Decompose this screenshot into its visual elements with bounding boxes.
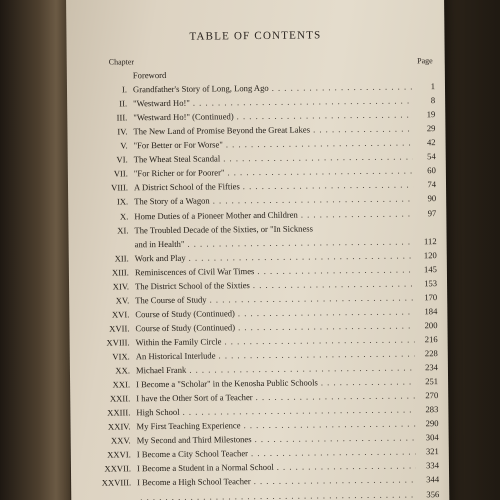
chapter-number: VIII.	[111, 182, 129, 193]
toc-entry	[83, 123, 435, 138]
leader-dots	[313, 124, 412, 135]
chapter-title: The Story of a Wagon	[134, 195, 210, 207]
chapter-number: XXVI.	[107, 449, 131, 460]
toc-entry	[87, 475, 439, 490]
toc-entry	[84, 208, 436, 223]
chapter-number: VII.	[113, 168, 128, 179]
toc-entry	[86, 390, 438, 405]
toc-entry	[86, 334, 438, 349]
chapter-title: "Westward Ho!" (Continued)	[133, 111, 234, 123]
toc-entry	[87, 489, 439, 500]
leader-dots	[183, 405, 416, 417]
chapter-title: I Become a Student in a Normal School	[136, 462, 274, 474]
page-number: 97	[427, 207, 437, 218]
leader-dots	[257, 264, 414, 276]
chapter-number: I.	[121, 84, 128, 95]
toc-entry	[84, 165, 436, 180]
page-number: 321	[425, 446, 439, 457]
page-number: 8	[430, 95, 436, 106]
chapter-title: Foreword	[132, 69, 167, 81]
chapter-title: My First Teaching Experience	[136, 420, 241, 432]
leader-dots	[238, 320, 415, 332]
chapter-title: Reminiscences of Civil War Times	[134, 265, 255, 277]
chapter-title: Within the Family Circle	[135, 336, 222, 348]
chapter-number: XII.	[114, 252, 129, 264]
page-number: 304	[425, 432, 439, 443]
chapter-title: My Second and Third Milestones	[136, 434, 252, 446]
toc-entry	[84, 222, 436, 237]
leader-dots	[226, 138, 413, 150]
toc-entry	[85, 264, 437, 279]
page-number: 200	[424, 320, 438, 331]
chapter-title: I have the Other Sort of a Teacher	[136, 392, 253, 404]
chapter-number: XIV.	[112, 281, 130, 292]
toc-entry	[85, 250, 437, 265]
chapter-title: Course of Study (Continued)	[135, 322, 236, 334]
chapter-number: XXIII.	[107, 407, 131, 418]
toc-entry	[87, 461, 439, 476]
toc-entry	[86, 362, 438, 377]
chapter-number: VI.	[116, 154, 128, 165]
chapter-title: "Westward Ho!"	[133, 97, 190, 109]
leader-dots	[253, 278, 414, 290]
chapter-title: The District School of the Sixties	[135, 279, 250, 292]
toc-entry	[83, 95, 435, 110]
chapter-title: The Troubled Decade of the Sixties, or "In Sickness	[134, 222, 313, 235]
page-number: 228	[424, 348, 438, 359]
page-number: 1	[430, 81, 436, 92]
chapter-title: "For Better or For Worse"	[133, 139, 223, 151]
leader-dots	[189, 362, 415, 374]
toc-entry	[87, 446, 439, 461]
page-number: 216	[424, 334, 438, 345]
chapter-number: XXV.	[110, 435, 131, 446]
chapter-title: I Become a City School Teacher	[136, 448, 249, 460]
page-number: 270	[425, 390, 439, 401]
page-number: 60	[427, 165, 436, 176]
page-number: 344	[426, 474, 440, 485]
chapter-number	[83, 78, 133, 79]
toc-entry	[84, 137, 436, 152]
page-number: 290	[425, 418, 439, 429]
leader-dots	[227, 166, 413, 178]
chapter-title: The Course of Study	[135, 294, 207, 306]
leader-dots	[255, 433, 416, 445]
chapter-number: XXVIII.	[101, 477, 132, 489]
chapter-number: III.	[116, 112, 128, 123]
page-title: TABLE OF CONTENTS	[189, 29, 322, 43]
toc-entry	[84, 180, 436, 195]
chapter-title: The New Land of Promise Beyond the Great Lakes	[133, 124, 311, 137]
leader-dots	[210, 292, 415, 304]
leader-dots	[272, 81, 412, 92]
toc-entry	[87, 432, 439, 447]
toc-entry	[86, 376, 438, 391]
leader-dots	[321, 376, 415, 387]
chapter-number: V.	[120, 140, 128, 151]
chapter-number: XVII.	[109, 323, 130, 334]
page-number: 19	[426, 109, 436, 120]
page-number: 170	[424, 291, 438, 303]
chapter-title: A District School of the Fifties	[133, 181, 240, 193]
toc-entry	[86, 418, 438, 433]
toc-entry	[85, 236, 437, 251]
toc-entry	[83, 67, 435, 82]
leader-dots	[189, 250, 414, 262]
leader-dots	[254, 475, 417, 487]
page-column-label: Page	[417, 56, 433, 66]
leader-dots	[187, 236, 413, 248]
page-number: 54	[427, 151, 436, 162]
toc-entry	[85, 320, 437, 335]
book-spine	[0, 0, 70, 500]
leader-dots	[224, 334, 414, 346]
toc-entry	[84, 194, 436, 209]
leader-dots	[140, 489, 416, 500]
leader-dots	[256, 391, 416, 403]
chapter-number: XVIII.	[106, 337, 130, 348]
chapter-number: XV.	[115, 295, 130, 306]
leader-dots	[243, 180, 413, 192]
chapter-title: High School	[136, 407, 180, 418]
leader-dots	[301, 208, 414, 219]
chapter-number	[85, 247, 135, 248]
chapter-number: XIII.	[111, 267, 129, 278]
toc-entry	[85, 292, 437, 307]
chapter-number: XXVII.	[104, 463, 132, 475]
leader-dots	[218, 348, 414, 360]
page-number: 90	[427, 193, 437, 204]
page-number: 29	[426, 123, 436, 134]
leader-dots	[238, 306, 415, 318]
chapter-title: "For Richer or for Poorer"	[133, 167, 225, 179]
chapter-title: and in Health"	[134, 238, 185, 249]
page-number: 120	[423, 249, 437, 260]
page-number: 42	[426, 137, 436, 148]
page-number: 145	[423, 263, 437, 274]
leader-dots	[223, 152, 413, 164]
leader-dots	[277, 461, 416, 472]
chapter-number: XXII.	[109, 393, 131, 404]
page-number: 334	[426, 460, 440, 471]
page-number: 356	[426, 488, 440, 499]
chapter-number: X.	[119, 210, 129, 221]
chapter-number: XVI.	[111, 309, 130, 320]
chapter-title: Work and Play	[134, 252, 186, 263]
chapter-number: IX.	[116, 196, 129, 207]
toc-entry	[83, 81, 435, 96]
toc-entry	[84, 151, 436, 166]
chapter-title: Home Duties of a Pioneer Mother and Children	[134, 209, 298, 221]
leader-dots	[193, 95, 412, 107]
chapter-title: I Become a "Scholar" in the Kenosha Public Schools	[136, 377, 318, 390]
toc-entry	[86, 348, 438, 363]
chapter-title: The Wheat Steal Scandal	[133, 153, 221, 165]
toc-entry	[85, 278, 437, 293]
chapter-column-label: Chapter	[108, 57, 135, 67]
page-number: 234	[424, 362, 438, 373]
page-number: 251	[425, 376, 439, 387]
page-number: 112	[423, 235, 437, 246]
page-number: 184	[424, 305, 438, 317]
page-number: 153	[424, 277, 438, 289]
chapter-title: Michael Frank	[135, 364, 187, 376]
toc-entry	[83, 109, 435, 124]
leader-dots	[243, 419, 415, 431]
page-number: 74	[427, 179, 437, 190]
chapter-title: I Become a High School Teacher	[137, 476, 251, 488]
toc-entry	[85, 306, 437, 321]
leader-dots	[251, 447, 416, 459]
chapter-number: XXIV.	[107, 421, 131, 432]
page-number: 283	[425, 404, 439, 415]
chapter-number: II.	[119, 98, 128, 109]
toc-entry	[86, 404, 438, 419]
chapter-number: XI.	[117, 224, 129, 236]
chapter-number: XXI.	[112, 379, 131, 390]
leader-dots	[237, 110, 413, 122]
chapter-title: Course of Study (Continued)	[135, 308, 235, 320]
chapter-number: XX.	[115, 365, 130, 376]
chapter-number: VIX.	[112, 351, 130, 362]
chapter-title: Grandfather's Story of Long, Long Ago	[132, 82, 269, 95]
chapter-number: IV.	[117, 126, 128, 137]
page-shadow	[440, 0, 500, 500]
leader-dots	[213, 194, 414, 206]
chapter-title: An Historical Interlude	[135, 350, 216, 362]
book-page	[66, 0, 449, 500]
